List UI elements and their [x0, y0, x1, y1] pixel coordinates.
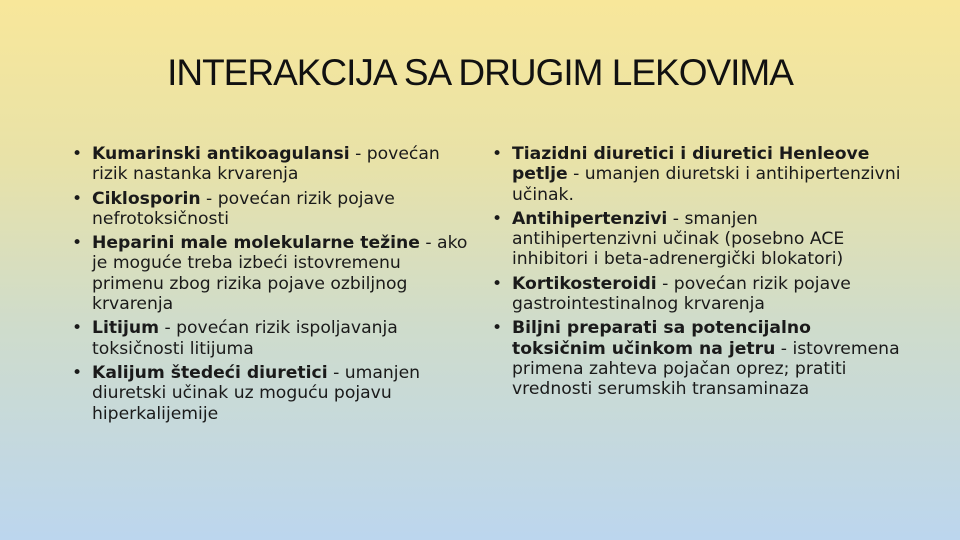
bullet-icon: •: [72, 188, 83, 209]
bullet-icon: •: [72, 362, 83, 383]
item-text: - umanjen diuretski i antihipertenzivni učinak.: [512, 164, 901, 205]
bullet-icon: •: [492, 273, 503, 294]
bullet-icon: •: [72, 144, 83, 164]
bullet-icon: •: [72, 318, 83, 339]
list-item: [492, 318, 902, 399]
list-item: [492, 209, 902, 270]
item-text: - istovremena primena zahteva pojačan oprez; pratiti vrednosti serumskih transaminaza: [512, 338, 900, 400]
right-bullet-list: [492, 144, 902, 400]
item-text: - ako je moguće treba izbeći istovremenu primenu zbog rizika pojave ozbiljnog krvarenja: [92, 233, 468, 315]
item-text: - umanjen diuretski učinak uz moguću pojavu hiperkalijemije: [92, 362, 421, 424]
item-term: Heparini male molekularne težine: [92, 233, 420, 254]
item-text: - smanjen antihipertenzivni učinak (posebno ACE inhibitori i beta-adrenergički blokatori): [512, 208, 845, 270]
bullet-icon: •: [492, 318, 503, 339]
bullet-icon: •: [72, 233, 83, 254]
list-item: [492, 274, 902, 315]
list-item: [72, 233, 472, 314]
item-text: - povećan rizik nastanka krvarenja: [92, 144, 440, 185]
bullet-icon: •: [492, 208, 503, 229]
list-item: [72, 189, 472, 230]
list-item: [492, 144, 902, 205]
item-term: Tiazidni diuretici i diuretici Henleove petlje: [512, 144, 870, 185]
item-term: Antihipertenzivi: [512, 208, 668, 229]
item-text: - povećan rizik pojave nefrotoksičnosti: [92, 188, 395, 229]
item-term: Kumarinski antikoagulansi: [92, 144, 350, 164]
list-item: [72, 144, 472, 185]
item-text: - povećan rizik pojave gastrointestinalnog krvarenja: [512, 273, 851, 315]
item-term: Kalijum štedeći diuretici: [92, 362, 328, 383]
list-item: [72, 363, 472, 424]
item-term: Biljni preparati sa potencijalno toksičnim učinkom na jetru: [512, 318, 811, 359]
item-term: Litijum: [92, 318, 159, 339]
item-term: Ciklosporin: [92, 188, 201, 209]
bullet-icon: •: [492, 144, 503, 164]
slide-title: INTERAKCIJA SA DRUGIM LEKOVIMA: [167, 52, 793, 93]
right-column: [492, 144, 902, 404]
list-item: [72, 318, 472, 359]
left-column: [72, 144, 472, 428]
item-term: Kortikosteroidi: [512, 273, 657, 294]
left-bullet-list: [72, 144, 472, 424]
item-text: - povećan rizik ispoljavanja toksičnosti litijuma: [92, 318, 398, 359]
